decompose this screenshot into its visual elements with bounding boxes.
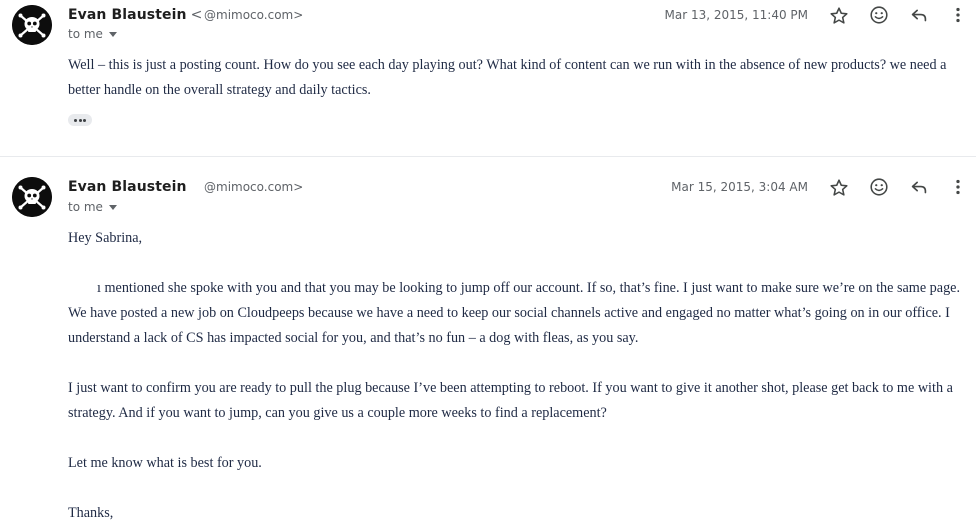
more-vert-icon[interactable] [948,176,968,198]
sender-name[interactable]: Evan Blaustein [68,179,187,195]
greeting: Hey Sabrina, [68,230,143,246]
message-date: Mar 13, 2015, 11:40 PM [664,8,808,22]
reply-icon[interactable] [908,176,930,198]
recipient-details-toggle[interactable] [68,27,117,41]
more-horiz-icon[interactable] [68,114,92,126]
body-paragraph: ı mentioned she spoke with you and that you may be looking to jump off our account. If so, that’s fine. I just want to make sure we’re on the same page. We have posted a new job on Cloudpeeps because we have a need to keep our social channels active and engaged no matter what’s going on in our office. I understand a lack of CS has impacted social for you, and that’s no fun – a dog with fleas, as you say. [68,280,961,346]
sender-name[interactable]: Evan Blaustein < [68,7,203,23]
sender-avatar[interactable] [12,5,52,45]
body-paragraph: Well – this is just a posting count. How do you see each day playing out? What kind of content can we run with in the absence of new products? we need a better handle on the overall strategy and daily tactics. [68,57,947,98]
message-date: Mar 15, 2015, 3:04 AM [671,180,808,194]
message-body [68,226,973,521]
email-message-2 [0,157,976,521]
sender-avatar[interactable] [12,177,52,217]
caret-down-icon [109,205,117,210]
star-icon[interactable] [828,177,850,199]
star-icon[interactable] [828,5,850,27]
more-vert-icon[interactable] [948,4,968,26]
reply-icon[interactable] [908,4,930,26]
sender-email: @mimoco.com> [204,8,304,22]
body-paragraph: I just want to confirm you are ready to pull the plug because I’ve been attempting to reboot. If you want to give it another shot, please get back to me with a strategy. And if you want to jump, can you give us a couple more weeks to find a replacement? [68,380,953,421]
caret-down-icon [109,32,117,37]
recipient-details-toggle[interactable] [68,200,117,214]
sign-off: Thanks, [68,505,114,521]
sender-lt: < [190,7,203,23]
sender-email: @mimoco.com> [204,180,304,194]
email-message-1 [0,0,976,156]
recipient-label: to me [68,27,103,41]
emoji-icon[interactable] [868,4,890,26]
recipient-label: to me [68,200,103,214]
message-body [68,53,973,103]
body-paragraph: Let me know what is best for you. [68,455,262,471]
emoji-icon[interactable] [868,176,890,198]
